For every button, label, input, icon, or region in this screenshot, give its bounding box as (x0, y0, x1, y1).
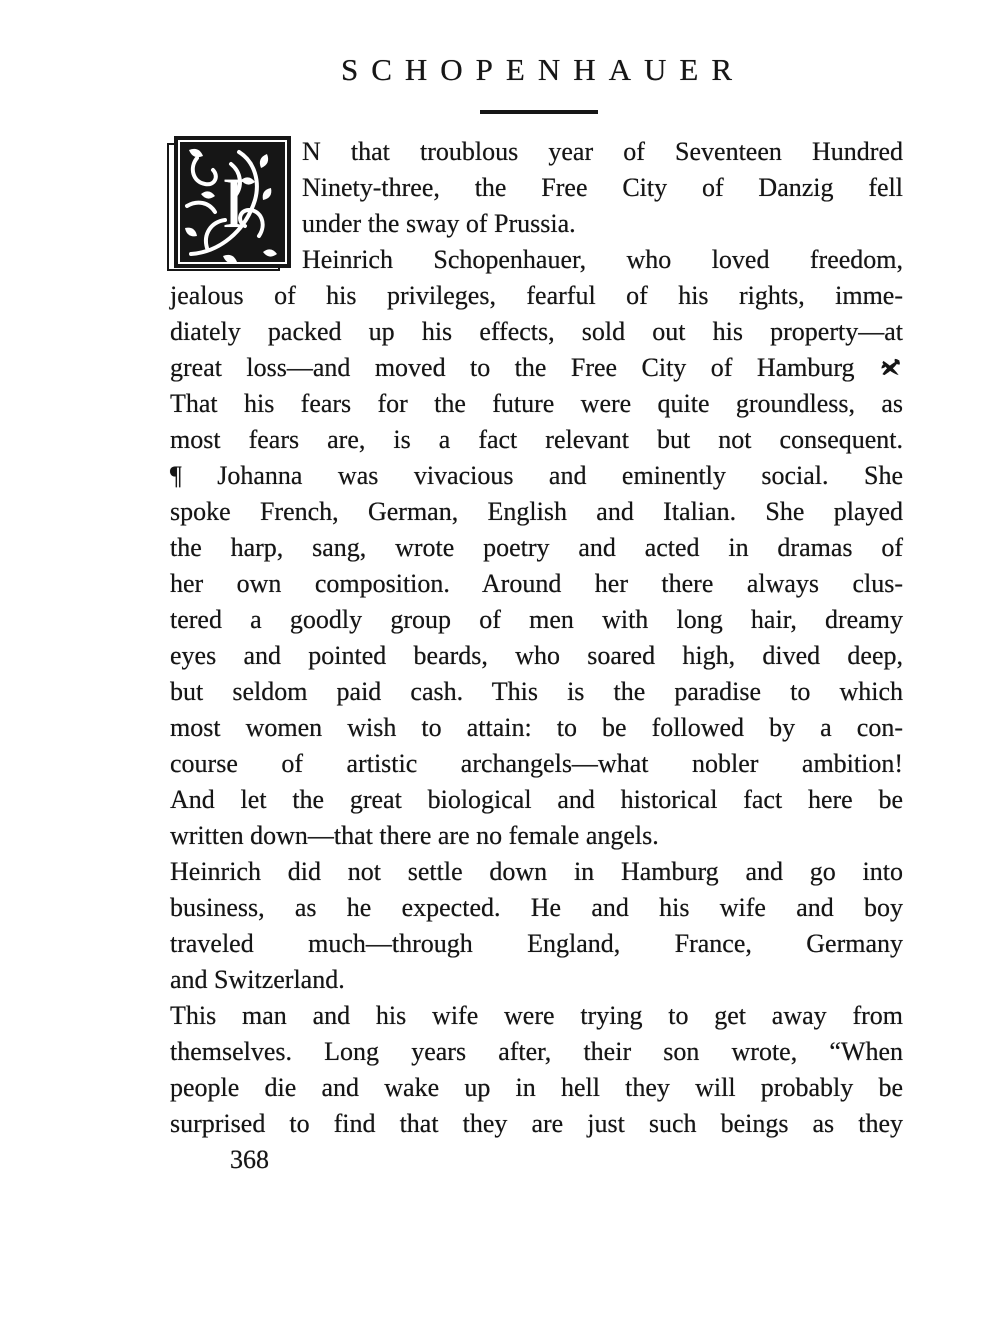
page-title: SCHOPENHAUER (340, 52, 746, 87)
text-line: people die and wake up in hell they will probably be (170, 1073, 903, 1102)
text-line: most fears are, is a fact relevant but not consequent. (170, 425, 903, 454)
text-line: That his fears for the future were quite groundless, as (170, 389, 903, 418)
text-line: but seldom paid cash. This is the paradise to which (170, 677, 903, 706)
text-line: most women wish to attain: to be followed by a con- (170, 713, 903, 742)
text-line: This man and his wife were trying to get away from (170, 1001, 903, 1030)
text-line: eyes and pointed beards, who soared high, dived deep, (170, 641, 903, 670)
text-line: jealous of his privileges, fearful of his rights, imme- (170, 281, 903, 310)
text-line: written down—that there are no female angels. (170, 821, 659, 850)
text-line: ¶ Johanna was vivacious and eminently social. She (170, 461, 903, 490)
text-line: her own composition. Around her there always clus- (170, 569, 903, 598)
text-line: N that troublous year of Seventeen Hundred (302, 137, 903, 166)
hamburg-fleuron-icon (879, 357, 903, 378)
text-line: And let the great biological and historical fact here be (170, 785, 903, 814)
text-line: under the sway of Prussia. (302, 209, 576, 238)
text-line: surprised to find that they are just such beings as they (170, 1109, 903, 1138)
text-line: diately packed up his effects, sold out his property—at (170, 317, 903, 346)
text-line: course of artistic archangels—what nobler ambition! (170, 749, 903, 778)
text-line: business, as he expected. He and his wife and boy (170, 893, 903, 922)
opening-paragraph (170, 134, 903, 278)
drop-cap (167, 136, 291, 272)
page-number: 368 (230, 1145, 269, 1174)
text-line: traveled much—through England, France, Germany (170, 929, 903, 958)
text-line: the harp, sang, wrote poetry and acted in dramas of (170, 533, 903, 562)
text-line: themselves. Long years after, their son wrote, “When (170, 1037, 903, 1066)
text-line-hamburg (170, 350, 903, 386)
text-line: spoke French, German, English and Italian. She played (170, 497, 903, 526)
text-line: and Switzerland. (170, 965, 345, 994)
text-line: Ninety-three, the Free City of Danzig fell (302, 173, 903, 202)
text-line-hamburg-text: great loss—and moved to the Free City of Hamburg (170, 353, 855, 382)
text-line: Heinrich did not settle down in Hamburg and go into (170, 857, 903, 886)
title-divider (480, 110, 598, 114)
text-line: tered a goodly group of men with long hair, dreamy (170, 605, 903, 634)
page-body (170, 134, 903, 1178)
drop-cap-letter: I (221, 162, 246, 243)
text-line: Heinrich Schopenhauer, who loved freedom, (302, 245, 903, 274)
